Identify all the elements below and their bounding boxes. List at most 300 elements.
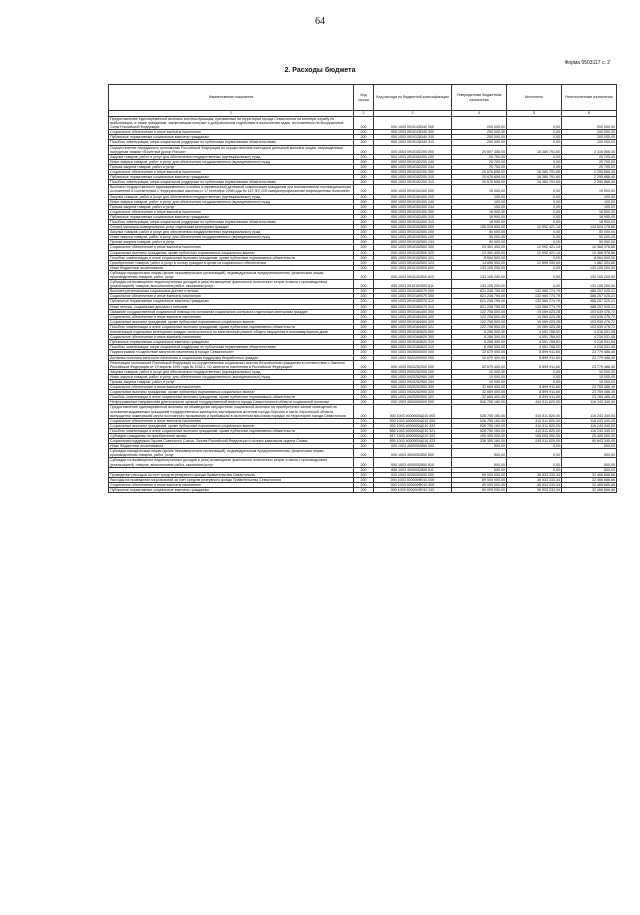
- executed-amount-cell: 132 980 774,79: [507, 304, 562, 309]
- approved-amount-cell: 50 000,00: [452, 240, 507, 245]
- unexecuted-amount-cell: 2 295 866,40: [562, 175, 617, 180]
- indicator-name-cell: Субсидии гражданам на приобретение жилья: [109, 434, 354, 439]
- indicator-name-cell: Пособия, компенсации, меры социальной поддержки по публичным нормативным обязательствам: [109, 345, 354, 350]
- line-code-cell: 200: [354, 270, 374, 279]
- budget-code-cell: 855 1003 0910152500 321: [374, 255, 452, 260]
- executed-amount-cell: 165 000 000,00: [507, 434, 562, 439]
- executed-amount-cell: 0,00: [507, 240, 562, 245]
- budget-code-cell: 000 1003 0910152500 810: [374, 270, 452, 279]
- unexecuted-amount-cell: 488 257 025,21: [562, 299, 617, 304]
- budget-code-cell: 855 1003 0910184400 321: [374, 324, 452, 329]
- indicator-name-cell: Пособия, компенсации, меры социальной поддержки по публичным нормативным обязательствам: [109, 219, 354, 224]
- approved-amount-cell: 50 000,00: [452, 235, 507, 240]
- line-code-cell: 200: [354, 400, 374, 405]
- unexecuted-amount-cell: 10 000,00: [562, 374, 617, 379]
- approved-amount-cell: 18 900,00: [452, 219, 507, 224]
- indicator-name-cell: Выплата государственного единовременного пособия и ежемесячной денежной компенсации гражданам при возникновении поствакцинальных осложнений в соответствии с Федеральным законом от 17 сентября 1998 года № 157-ФЗ «Об иммунопрофилактике инфекционных болезней»: [109, 185, 354, 194]
- column-number: 1: [109, 111, 354, 117]
- line-code-cell: 200: [354, 135, 374, 140]
- approved-amount-cell: 23 361 400,00: [452, 250, 507, 255]
- budget-code-cell: 855 1003 0910152400 244: [374, 204, 452, 209]
- table-row: [109, 314, 617, 319]
- table-row: [109, 439, 617, 444]
- line-code-cell: 200: [354, 164, 374, 169]
- table-body: [109, 117, 617, 493]
- executed-amount-cell: 0,00: [507, 130, 562, 135]
- approved-amount-cell: 20 676 658,00: [452, 170, 507, 175]
- indicator-name-cell: Реализация полномочий Российской Федерации по осуществлению социальных выплат безработным гражданам в соответствии с Законом Российской Федерации от 19 апреля 1991 года № 1032-1 «О занятости населения в Российской Федерации»: [109, 360, 354, 369]
- approved-amount-cell: 20 700,00: [452, 164, 507, 169]
- executed-amount-cell: 0,00: [507, 164, 562, 169]
- indicator-name-cell: Социальное обеспечение и иные выплаты населению: [109, 245, 354, 250]
- executed-amount-cell: 8 899 911,60: [507, 355, 562, 360]
- unexecuted-amount-cell: 103 639 476,72: [562, 324, 617, 329]
- executed-amount-cell: 0,00: [507, 185, 562, 194]
- indicator-name-cell: Социальное обеспечение и иные выплаты населению: [109, 418, 354, 423]
- indicator-name-cell: Прочая закупка товаров, работ и услуг: [109, 164, 354, 169]
- line-code-cell: 200: [354, 374, 374, 379]
- executed-amount-cell: 12 992 421,14: [507, 250, 562, 255]
- indicator-name-cell: Прочая закупка товаров, работ и услуг: [109, 240, 354, 245]
- executed-amount-cell: 12 992 421,14: [507, 225, 562, 230]
- column-number: 6: [562, 111, 617, 117]
- indicator-name-cell: Социальное обеспечение и иные выплаты населению: [109, 209, 354, 214]
- indicator-name-cell: Иные закупки товаров, работ и услуг для обеспечения государственных (муниципальных) нужд: [109, 235, 354, 240]
- approved-amount-cell: 32 679 400,00: [452, 355, 507, 360]
- approved-amount-cell: 526 755 160,00: [452, 418, 507, 423]
- line-code-cell: 200: [354, 340, 374, 345]
- indicator-name-cell: Прочая закупка товаров, работ и услуг: [109, 379, 354, 384]
- line-code-cell: 200: [354, 240, 374, 245]
- approved-amount-cell: 50 000,00: [452, 230, 507, 235]
- line-code-cell: 200: [354, 255, 374, 260]
- table-row: [109, 304, 617, 309]
- executed-amount-cell: 410 511 820,00: [507, 405, 562, 418]
- table-row: [109, 395, 617, 400]
- unexecuted-amount-cell: 23 769 488,40: [562, 395, 617, 400]
- line-code-cell: 200: [354, 185, 374, 194]
- table-row: [109, 260, 617, 265]
- budget-code-cell: 855 1003 0920252900 321: [374, 395, 452, 400]
- budget-code-cell: 000 1003 0910184620 310: [374, 340, 452, 345]
- unexecuted-amount-cell: 4 216 531,08: [562, 345, 617, 350]
- budget-code-cell: 000 1003 4000052850 810: [374, 458, 452, 467]
- line-code-cell: 200: [354, 477, 374, 482]
- indicator-name-cell: Непрограммные направления деятельности органов государственной власти города Севастополя в области социальной политики: [109, 400, 354, 405]
- approved-amount-cell: 500,00: [452, 449, 507, 458]
- executed-amount-cell: 19 069 423,28: [507, 309, 562, 314]
- unexecuted-amount-cell: 20 700,00: [562, 164, 617, 169]
- budget-code-cell: 000 1003 0910184620 300: [374, 335, 452, 340]
- executed-amount-cell: 12 992 421,14: [507, 245, 562, 250]
- table-row: [109, 477, 617, 482]
- table-row: [109, 335, 617, 340]
- budget-code-cell: 855 1003 0910152500 323: [374, 260, 452, 265]
- unexecuted-amount-cell: 50 000,00: [562, 230, 617, 235]
- line-code-cell: 200: [354, 379, 374, 384]
- approved-amount-cell: 100,00: [452, 199, 507, 204]
- budget-code-cell: 000 1003 0910152400 300: [374, 209, 452, 214]
- indicator-name-cell: Иные пенсии, социальные доплаты к пенсиям: [109, 304, 354, 309]
- page-number: 64: [315, 16, 325, 27]
- approved-amount-cell: 10 000,00: [452, 379, 507, 384]
- table-row: [109, 423, 617, 428]
- indicator-name-cell: Субсидии на возмещение недополученных доходов и (или) возмещение фактически понесенных затрат в связи с производством (реализацией) товаров, выполнением работ, оказанием услуг: [109, 458, 354, 467]
- approved-amount-cell: 20 676 658,00: [452, 180, 507, 185]
- line-code-cell: 200: [354, 289, 374, 294]
- line-code-cell: 200: [354, 245, 374, 250]
- approved-amount-cell: 190 400 000,00: [452, 434, 507, 439]
- approved-amount-cell: 621 248 795,00: [452, 299, 507, 304]
- indicator-name-cell: Оплата жилищно-коммунальных услуг отдельным категориям граждан: [109, 225, 354, 230]
- approved-amount-cell: 19 000,00: [452, 185, 507, 194]
- table-row: [109, 350, 617, 355]
- approved-amount-cell: 69 000 000,00: [452, 488, 507, 493]
- unexecuted-amount-cell: 20 700,00: [562, 154, 617, 159]
- indicator-name-cell: Публичные нормативные социальные выплаты гражданам: [109, 299, 354, 304]
- budget-code-cell: 000 1003 0910184400 320: [374, 319, 452, 324]
- budget-code-cell: 000 1003 0910180070 000: [374, 289, 452, 294]
- line-code-cell: 200: [354, 280, 374, 289]
- budget-code-cell: 000 1003 4000000Ц010 300: [374, 418, 452, 423]
- unexecuted-amount-cell: 100,00: [562, 204, 617, 209]
- unexecuted-amount-cell: 8 664 500,00: [562, 255, 617, 260]
- approved-amount-cell: 14 696 900,00: [452, 260, 507, 265]
- budget-code-cell: 000 1003 0910152200 300: [374, 170, 452, 175]
- unexecuted-amount-cell: 103 639 476,72: [562, 309, 617, 314]
- approved-amount-cell: 526 755 160,00: [452, 405, 507, 418]
- budget-code-cell: 000 1003 0910184400 000: [374, 309, 452, 314]
- executed-amount-cell: 0,00: [507, 209, 562, 214]
- unexecuted-amount-cell: 23 779 488,40: [562, 360, 617, 369]
- table-row: [109, 428, 617, 433]
- indicator-name-cell: Закупка товаров, работ и услуг для обеспечения государственных (муниципальных) нужд: [109, 369, 354, 374]
- line-code-cell: 200: [354, 439, 374, 444]
- line-code-cell: 200: [354, 423, 374, 428]
- unexecuted-amount-cell: 50 000,00: [562, 235, 617, 240]
- approved-amount-cell: 122 708 500,00: [452, 314, 507, 319]
- table-row: [109, 324, 617, 329]
- executed-amount-cell: 0,00: [507, 280, 562, 289]
- unexecuted-amount-cell: 2 295 866,40: [562, 180, 617, 185]
- budget-code-cell: 855 1003 0910152200 313: [374, 180, 452, 185]
- approved-amount-cell: 23 361 400,00: [452, 245, 507, 250]
- approved-amount-cell: 621 248 795,00: [452, 289, 507, 294]
- table-row: [109, 245, 617, 250]
- executed-amount-cell: 8 899 911,60: [507, 385, 562, 390]
- executed-amount-cell: 132 980 774,79: [507, 294, 562, 299]
- budget-code-cell: 000 1003 920000Ф010 310: [374, 488, 452, 493]
- approved-amount-cell: 526 755 160,00: [452, 400, 507, 405]
- line-code-cell: 200: [354, 159, 374, 164]
- approved-amount-cell: 133 105 200,00: [452, 270, 507, 279]
- budget-code-cell: 855 1003 4000000Ц010 321: [374, 428, 452, 433]
- approved-amount-cell: 32 669 400,00: [452, 385, 507, 390]
- budget-code-cell: 000 1003 0910128340 310: [374, 135, 452, 140]
- executed-amount-cell: 8 899 911,60: [507, 395, 562, 400]
- budget-code-cell: 000 1003 0910152500 300: [374, 245, 452, 250]
- executed-amount-cell: 410 511 820,00: [507, 428, 562, 433]
- header-indicator-name: Наименование показателя: [109, 85, 354, 111]
- table-row: [109, 400, 617, 405]
- approved-amount-cell: 18 900,00: [452, 214, 507, 219]
- line-code-cell: 200: [354, 369, 374, 374]
- unexecuted-amount-cell: 133 105 200,00: [562, 265, 617, 270]
- approved-amount-cell: 8 268 300,00: [452, 330, 507, 335]
- executed-amount-cell: 0,00: [507, 219, 562, 224]
- unexecuted-amount-cell: 200 000,00: [562, 140, 617, 145]
- table-row: [109, 117, 617, 130]
- budget-code-cell: 000 1003 4000000Ц010 000: [374, 405, 452, 418]
- line-code-cell: 200: [354, 250, 374, 255]
- table-row: [109, 299, 617, 304]
- table-row: [109, 355, 617, 360]
- line-code-cell: 200: [354, 117, 374, 130]
- indicator-name-cell: Пособия, компенсации, меры социальной поддержки по публичным нормативным обязательствам: [109, 180, 354, 185]
- unexecuted-amount-cell: 103 639 476,72: [562, 314, 617, 319]
- executed-amount-cell: 36 533 333,34: [507, 472, 562, 477]
- executed-amount-cell: 19 069 423,28: [507, 324, 562, 329]
- approved-amount-cell: 100,00: [452, 194, 507, 199]
- unexecuted-amount-cell: 10 368 978,86: [562, 250, 617, 255]
- executed-amount-cell: 410 511 820,00: [507, 400, 562, 405]
- executed-amount-cell: 0,00: [507, 458, 562, 467]
- budget-code-cell: 855 1003 4000052850 811: [374, 467, 452, 472]
- budget-code-cell: 855 1003 0910152200 244: [374, 164, 452, 169]
- indicator-name-cell: Социальное обеспечение и иные выплаты населению: [109, 170, 354, 175]
- header-budget-code: Код расхода по бюджетной классификации: [374, 85, 452, 111]
- budget-code-cell: 000 1003 0910152200 200: [374, 154, 452, 159]
- executed-amount-cell: 36 533 333,34: [507, 482, 562, 487]
- line-code-cell: 200: [354, 170, 374, 175]
- line-code-cell: 200: [354, 130, 374, 135]
- executed-amount-cell: 0,00: [507, 117, 562, 130]
- unexecuted-amount-cell: 23 769 488,40: [562, 390, 617, 395]
- line-code-cell: 200: [354, 309, 374, 314]
- indicator-name-cell: Публичные нормативные социальные выплаты гражданам: [109, 175, 354, 180]
- table-row: [109, 434, 617, 439]
- table-row: [109, 145, 617, 154]
- unexecuted-amount-cell: 500,00: [562, 458, 617, 467]
- executed-amount-cell: 8 899 911,60: [507, 360, 562, 369]
- approved-amount-cell: 32 669 400,00: [452, 395, 507, 400]
- unexecuted-amount-cell: 23 779 488,40: [562, 350, 617, 355]
- unexecuted-amount-cell: 23 769 488,40: [562, 385, 617, 390]
- executed-amount-cell: 0,00: [507, 204, 562, 209]
- line-code-cell: 200: [354, 140, 374, 145]
- budget-code-cell: 000 1003 0910152500 200: [374, 230, 452, 235]
- executed-amount-cell: 0,00: [507, 374, 562, 379]
- line-code-cell: 200: [354, 390, 374, 395]
- table-row: [109, 385, 617, 390]
- indicator-name-cell: Публичные нормативные социальные выплаты гражданам: [109, 488, 354, 493]
- budget-code-cell: 000 1003 0910152500 800: [374, 265, 452, 270]
- indicator-name-cell: Оказание государственной социальной помощи на основании социального контракта отдельным категориям граждан: [109, 309, 354, 314]
- executed-amount-cell: 410 511 820,00: [507, 418, 562, 423]
- budget-code-cell: 000 1003 0910152400 240: [374, 199, 452, 204]
- line-code-cell: 200: [354, 458, 374, 467]
- approved-amount-cell: 133 105 200,00: [452, 265, 507, 270]
- indicator-name-cell: Публичные нормативные социальные выплаты гражданам: [109, 214, 354, 219]
- indicator-name-cell: Социальные выплаты гражданам, кроме публичных нормативных социальных выплат: [109, 390, 354, 395]
- approved-amount-cell: 18 900,00: [452, 209, 507, 214]
- line-code-cell: 200: [354, 175, 374, 180]
- budget-code-cell: 000 1003 0920252900 240: [374, 374, 452, 379]
- indicator-name-cell: Пособия, компенсации, меры социальной поддержки по публичным нормативным обязательствам: [109, 140, 354, 145]
- header-line-code: Код строки: [354, 85, 374, 111]
- approved-amount-cell: 69 000 000,00: [452, 482, 507, 487]
- indicator-name-cell: Социальное обеспечение и иные выплаты населению: [109, 385, 354, 390]
- executed-amount-cell: 0,00: [507, 199, 562, 204]
- unexecuted-amount-cell: 50 000,00: [562, 240, 617, 245]
- executed-amount-cell: 0,00: [507, 214, 562, 219]
- indicator-name-cell: Расходы на проведение мероприятий за счет средств резервного фонда Правительства Севастополя: [109, 477, 354, 482]
- line-code-cell: 200: [354, 449, 374, 458]
- line-code-cell: 200: [354, 225, 374, 230]
- unexecuted-amount-cell: 500,00: [562, 467, 617, 472]
- unexecuted-amount-cell: 32 466 666,66: [562, 482, 617, 487]
- executed-amount-cell: 132 980 774,79: [507, 289, 562, 294]
- line-code-cell: 200: [354, 330, 374, 335]
- approved-amount-cell: 200 000,00: [452, 135, 507, 140]
- approved-amount-cell: 69 000 000,00: [452, 477, 507, 482]
- budget-code-cell: 000 1003 4000000000 000: [374, 400, 452, 405]
- budget-code-cell: 000 1003 0910152400 310: [374, 214, 452, 219]
- indicator-name-cell: Социальные выплаты гражданам, кроме публичных нормативных социальных выплат: [109, 250, 354, 255]
- budget-code-cell: 000 1003 0920252900 300: [374, 385, 452, 390]
- approved-amount-cell: 122 708 500,00: [452, 319, 507, 324]
- budget-code-cell: 000 1003 0910180070 310: [374, 299, 452, 304]
- approved-amount-cell: 500,00: [452, 467, 507, 472]
- approved-amount-cell: 200 000,00: [452, 140, 507, 145]
- line-code-cell: 200: [354, 294, 374, 299]
- line-code-cell: 200: [354, 360, 374, 369]
- executed-amount-cell: 18 380 791,60: [507, 175, 562, 180]
- unexecuted-amount-cell: 90 843 340,00: [562, 439, 617, 444]
- line-code-cell: 200: [354, 350, 374, 355]
- line-code-cell: 200: [354, 335, 374, 340]
- approved-amount-cell: 156 516 600,00: [452, 225, 507, 230]
- executed-amount-cell: 0,00: [507, 379, 562, 384]
- expenditure-table: [108, 84, 617, 493]
- executed-amount-cell: 4 051 768,92: [507, 330, 562, 335]
- unexecuted-amount-cell: 488 257 025,21: [562, 294, 617, 299]
- table-row: [109, 482, 617, 487]
- line-code-cell: 200: [354, 204, 374, 209]
- table-row: [109, 294, 617, 299]
- table-row: [109, 250, 617, 255]
- unexecuted-amount-cell: 1 862 304,86: [562, 260, 617, 265]
- line-code-cell: 200: [354, 482, 374, 487]
- approved-amount-cell: 10 000,00: [452, 374, 507, 379]
- indicator-name-cell: Субсидии юридическим лицам (кроме некоммерческих организаций), индивидуальным предпринимателям, физическим лицам - производителям товаров, работ, услуг: [109, 270, 354, 279]
- executed-amount-cell: 0,00: [507, 135, 562, 140]
- budget-code-cell: 855 1003 0910184620 313: [374, 345, 452, 350]
- approved-amount-cell: 20 697 358,00: [452, 145, 507, 154]
- indicator-name-cell: Иные бюджетные ассигнования: [109, 444, 354, 449]
- line-code-cell: 200: [354, 180, 374, 185]
- indicator-name-cell: Проведение расходов за счет средств резервного фонда Правительства Севастополя: [109, 472, 354, 477]
- budget-code-cell: 000 1003 0910152200 310: [374, 175, 452, 180]
- indicator-name-cell: Закупка товаров, работ и услуг для обеспечения государственных (муниципальных) нужд: [109, 154, 354, 159]
- table-row: [109, 330, 617, 335]
- column-number: 5: [507, 111, 562, 117]
- executed-amount-cell: 0,00: [507, 255, 562, 260]
- approved-amount-cell: 20 700,00: [452, 154, 507, 159]
- line-code-cell: 200: [354, 395, 374, 400]
- executed-amount-cell: 0,00: [507, 230, 562, 235]
- line-code-cell: 200: [354, 444, 374, 449]
- approved-amount-cell: 526 755 160,00: [452, 428, 507, 433]
- unexecuted-amount-cell: 4 216 531,08: [562, 335, 617, 340]
- column-number: 3: [374, 111, 452, 117]
- unexecuted-amount-cell: 143 524 178,86: [562, 225, 617, 230]
- column-number: 2: [354, 111, 374, 117]
- approved-amount-cell: 200 000,00: [452, 117, 507, 130]
- column-number: 4: [452, 111, 507, 117]
- executed-amount-cell: 0,00: [507, 467, 562, 472]
- table-row: [109, 289, 617, 294]
- approved-amount-cell: 500,00: [452, 458, 507, 467]
- line-code-cell: 200: [354, 467, 374, 472]
- line-code-cell: 200: [354, 199, 374, 204]
- unexecuted-amount-cell: 116 243 340,00: [562, 405, 617, 418]
- header-approved: Утвержденные бюджетные назначения: [452, 85, 507, 111]
- indicator-name-cell: Социальные выплаты гражданам, кроме публичных нормативных социальных выплат: [109, 319, 354, 324]
- unexecuted-amount-cell: 25 400 000,00: [562, 434, 617, 439]
- unexecuted-amount-cell: 488 257 025,21: [562, 289, 617, 294]
- approved-amount-cell: 621 248 795,00: [452, 304, 507, 309]
- unexecuted-amount-cell: 18 900,00: [562, 214, 617, 219]
- executed-amount-cell: 18 380 791,60: [507, 180, 562, 185]
- approved-amount-cell: 200 000,00: [452, 130, 507, 135]
- unexecuted-amount-cell: 2 295 866,40: [562, 170, 617, 175]
- budget-code-cell: 000 1003 0910152200 240: [374, 159, 452, 164]
- line-code-cell: 200: [354, 405, 374, 418]
- unexecuted-amount-cell: 32 466 666,66: [562, 488, 617, 493]
- table-row: [109, 418, 617, 423]
- line-code-cell: 200: [354, 219, 374, 224]
- header-unexecuted: Неисполненные назначения: [562, 85, 617, 111]
- table-row: [109, 319, 617, 324]
- approved-amount-cell: 32 679 400,00: [452, 350, 507, 355]
- budget-code-cell: 000 1003 0920200000 000: [374, 355, 452, 360]
- approved-amount-cell: 122 708 500,00: [452, 324, 507, 329]
- indicator-name-cell: Субсидии юридическим лицам (кроме некоммерческих организаций), индивидуальным предпринимателям, физическим лицам - производителям товаров, работ, услуг: [109, 449, 354, 458]
- budget-code-cell: 855 1003 0910152500 811: [374, 280, 452, 289]
- unexecuted-amount-cell: 10 368 978,86: [562, 245, 617, 250]
- unexecuted-amount-cell: 4 216 531,08: [562, 340, 617, 345]
- indicator-name-cell: Иные закупки товаров, работ и услуг для обеспечения государственных (муниципальных) нужд: [109, 374, 354, 379]
- budget-code-cell: 000 1003 0910180070 300: [374, 294, 452, 299]
- executed-amount-cell: 8 899 911,60: [507, 390, 562, 395]
- section-title: 2. Расходы бюджета: [284, 67, 356, 74]
- approved-amount-cell: 122 708 500,00: [452, 309, 507, 314]
- unexecuted-amount-cell: 116 243 340,00: [562, 428, 617, 433]
- executed-amount-cell: 19 069 423,28: [507, 319, 562, 324]
- approved-amount-cell: 32 669 400,00: [452, 390, 507, 395]
- unexecuted-amount-cell: 19 000,00: [562, 185, 617, 194]
- indicator-name-cell: Предоставление единовременной выплаты на обзаведение имуществом, социальной выплаты на приобретение жилых помещений на основании выдаваемых гражданам государственных жилищных сертификатов жителям города Херсона и части Херсонской области, вынужденно покинувшим место постоянного проживания и прибывшим в экстренном массовом порядке на территорию города Севастополя: [109, 405, 354, 418]
- unexecuted-amount-cell: 10 000,00: [562, 379, 617, 384]
- unexecuted-amount-cell: 200 000,00: [562, 117, 617, 130]
- indicator-name-cell: Социальное обеспечение и иные выплаты населению: [109, 482, 354, 487]
- executed-amount-cell: 0,00: [507, 140, 562, 145]
- approved-amount-cell: 32 679 400,00: [452, 360, 507, 369]
- table-row: [109, 360, 617, 369]
- unexecuted-amount-cell: 133 105 200,00: [562, 270, 617, 279]
- budget-code-cell: 000 1003 4000000Ц010 320: [374, 423, 452, 428]
